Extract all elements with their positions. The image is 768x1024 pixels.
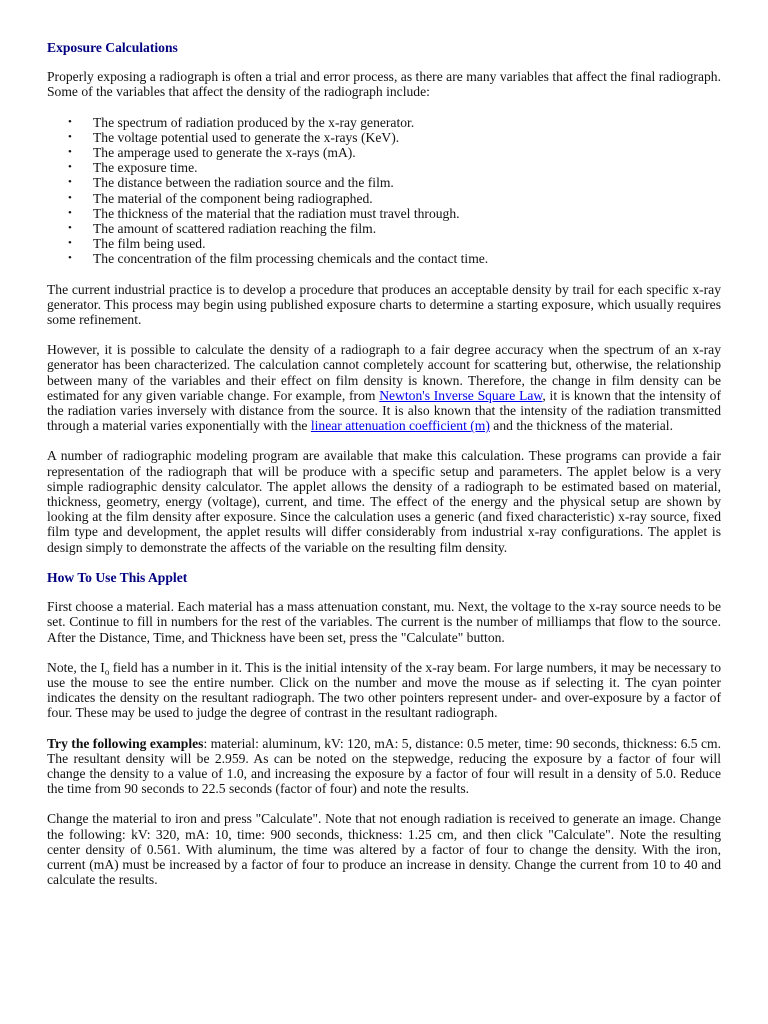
bullet-icon: • bbox=[68, 206, 72, 219]
list-item: • The distance between the radiation source and the film. bbox=[68, 175, 394, 191]
bullet-icon: • bbox=[68, 252, 72, 265]
heading-how-to-use: How To Use This Applet bbox=[47, 569, 188, 585]
io-field-note-paragraph: Note, the $I_o$ field has a number in it. This is the initial intensity of the x-ray beam. For large numbers, it may be necessary to use the mouse to see the entire number. Click on the number and move the mouse as if selecting it. The cyan pointer indicates the density on the resultant radiograph. The two other pointers represent under- and over-exposure by a factor of four. These may be used to judge the degree of contrast in the resultant radiograph. bbox=[47, 659, 721, 721]
bullet-icon: • bbox=[68, 130, 72, 143]
list-item: • The thickness of the material that the radiation must travel through. bbox=[68, 205, 460, 221]
inverse-square-law-link[interactable]: Newton's Inverse Square Law bbox=[379, 387, 543, 403]
iron-example-paragraph: Change the material to iron and press "Calculate". Note that not enough radiation is received to generate an image. Change the following: kV: 320, mA: 10, time: 900 seconds, thickness: 1.25 cm, and then click "Calculate". Note the resulting center density of 0.561. With aluminum, the time was altered by a factor of four to change the density. With the iron, current (mA) must be increased by a factor of four to produce an increase in density. Change the current from 10 to 40 and calculate the results. bbox=[47, 811, 721, 888]
examples-label: Try the following examples bbox=[47, 735, 204, 751]
list-item: • The material of the component being radiographed. bbox=[68, 190, 373, 206]
linear-attenuation-link[interactable]: linear attenuation coefficient (m) bbox=[310, 418, 490, 434]
list-item: • The amperage used to generate the x-rays (mA). bbox=[68, 145, 356, 161]
bullet-icon: • bbox=[68, 115, 72, 128]
list-item: • The spectrum of radiation produced by the x-ray generator. bbox=[68, 114, 415, 130]
bullet-icon: • bbox=[68, 191, 72, 204]
industrial-practice-paragraph: The current industrial practice is to develop a procedure that produces an acceptable density by trail for each specific x-ray generator. This process may begin using published exposure charts to determine a starting exposure, which usually requires some refinement. bbox=[47, 281, 721, 328]
variables-list bbox=[47, 115, 721, 267]
list-item: • The voltage potential used to generate the x-rays (KeV). bbox=[68, 129, 400, 145]
bullet-icon: • bbox=[68, 222, 72, 235]
intro-paragraph: Properly exposing a radiograph is often a trial and error process, as there are many variables that affect the final radiograph. Some of the variables that affect the density of the radiograph include: bbox=[47, 69, 721, 100]
bullet-icon: • bbox=[68, 237, 72, 250]
heading-exposure-calculations: Exposure Calculations bbox=[47, 40, 178, 55]
list-item: • The exposure time. bbox=[68, 160, 198, 176]
bullet-icon: • bbox=[68, 161, 72, 174]
density-calculation-paragraph: However, it is possible to calculate the density of a radiograph to a fair degree accuracy when the spectrum of an x-ray generator has been characterized. The calculation cannot completely account for scattering but, otherwise, the relationship between many of the variables and their effect on film density is known. Therefore, the change in film density can be estimated for any given variable change. For example, from Newton's Inverse Square Law, it is known that the intensity of the radiation varies inversely with distance from the source. It is also known that the intensity of the radiation transmitted through a material varies exponentially with the linear attenuation coefficient (m) and the thickness of the material. bbox=[47, 342, 722, 434]
instructions-paragraph: First choose a material. Each material has a mass attenuation constant, mu. Next, the voltage to the x-ray source needs to be set. Continue to fill in numbers for the rest of the variables. The current is the number of milliamps that flow to the source. After the Distance, Time, and Thickness have been set, press the "Calculate" button. bbox=[47, 599, 721, 645]
bullet-icon: • bbox=[68, 146, 72, 159]
modeling-programs-paragraph: A number of radiographic modeling program are available that make this calculation. These programs can provide a fair representation of the radiograph that will be produce with a specific setup and parameters. The applet below is a very simple radiographic density calculator. The applet allows the density of a radiograph to be estimated based on material, thickness, geometry, energy (voltage), current, and time. The effect of the energy and the physical setup are shown by looking at the film density after exposure. Since the calculation uses a generic (and fixed characteristic) x-ray source, fixed film type and development, the applet results will differ considerably from industrial x-ray configurations. The applet is design simply to demonstrate the affects of the variable on the resulting film density. bbox=[47, 448, 721, 555]
examples-paragraph: Try the following examples: material: aluminum, kV: 120, mA: 5, distance: 0.5 meter, time: 90 seconds, thickness: 6.5 cm. The resultant density will be 2.959. As can be noted on the stepwedge, reducing the exposure by a factor of four will change the density to a value of 1.0, and increasing the exposure by a factor of four will result in a density of 5.0. Reduce the time from 90 seconds to 22.5 seconds (factor of four) and note the results. bbox=[47, 735, 722, 797]
list-item: • The film being used. bbox=[68, 236, 206, 252]
list-item: • The concentration of the film processing chemicals and the contact time. bbox=[68, 251, 489, 267]
list-item: • The amount of scattered radiation reaching the film. bbox=[68, 221, 377, 237]
bullet-icon: • bbox=[68, 176, 72, 189]
